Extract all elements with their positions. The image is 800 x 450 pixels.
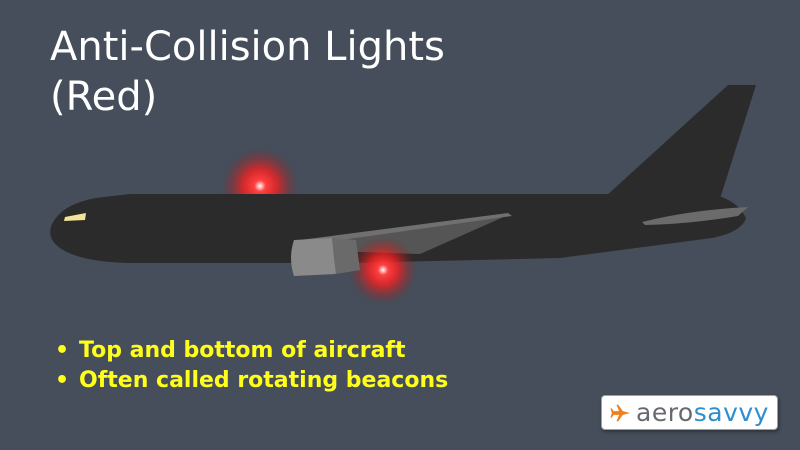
bullet-item: • Top and bottom of aircraft [55,336,448,366]
logo-text: aerosavvy [636,397,769,427]
bullet-item: • Often called rotating beacons [55,366,448,396]
aerosavvy-logo [601,395,778,430]
title-line-1: Anti-Collision Lights [50,24,445,70]
bullet-list [55,336,448,396]
title-line-2: (Red) [50,74,158,120]
engine-nacelle [291,238,336,276]
tail-fin [605,85,756,205]
airplane-icon [610,402,632,424]
engine-pylon [332,238,360,274]
